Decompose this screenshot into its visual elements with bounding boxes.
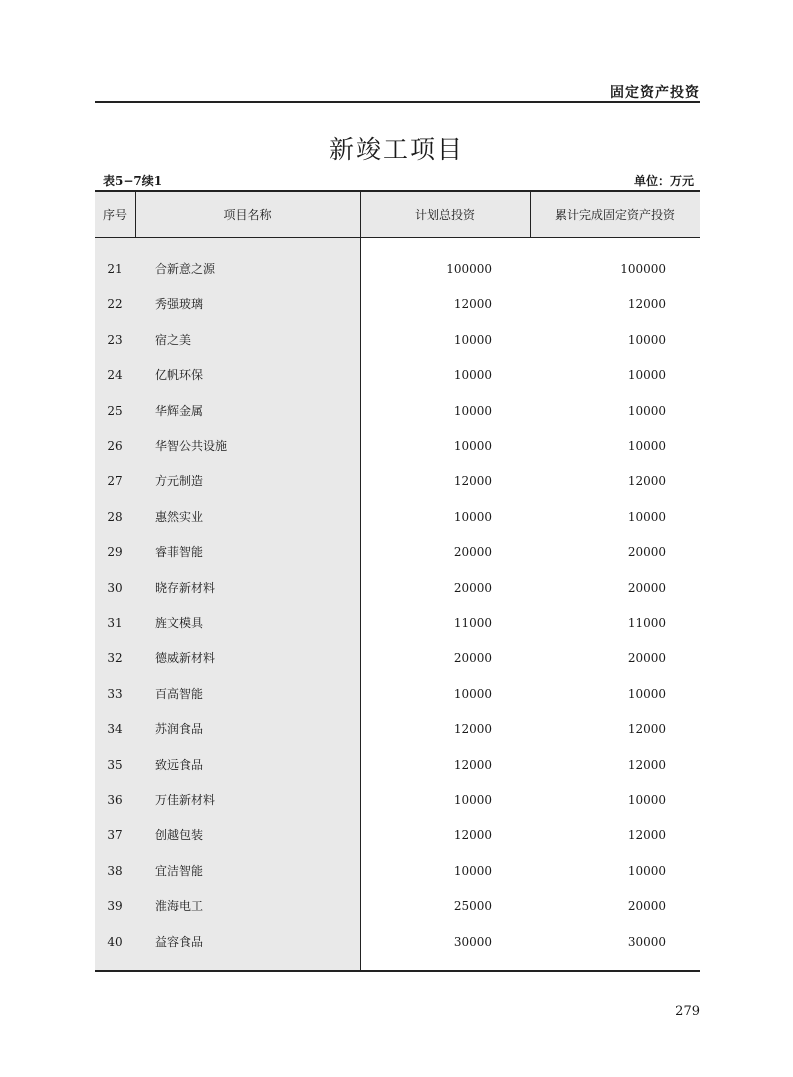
header-plan: 计划总投资 — [414, 207, 475, 222]
planned-investment: 10000 — [453, 332, 492, 347]
project-name: 德威新材料 — [155, 651, 216, 666]
project-name: 亿帆环保 — [155, 368, 204, 383]
completed-investment: 12000 — [627, 722, 666, 737]
project-name: 百高智能 — [155, 686, 204, 701]
table-row — [95, 748, 700, 783]
completed-investment: 12000 — [627, 474, 666, 489]
planned-investment: 10000 — [453, 403, 492, 418]
planned-investment: 12000 — [453, 757, 492, 772]
table-row — [95, 287, 700, 322]
page-number: 279 — [675, 1004, 700, 1019]
table-row — [95, 464, 700, 499]
completed-investment: 12000 — [627, 828, 666, 843]
project-name: 益容食品 — [155, 934, 204, 949]
completed-investment: 100000 — [620, 262, 666, 276]
row-number: 38 — [107, 863, 123, 878]
project-name: 华辉金属 — [155, 403, 204, 418]
completed-investment: 12000 — [627, 757, 666, 772]
completed-investment: 20000 — [627, 545, 666, 560]
table-row — [95, 394, 700, 429]
row-number: 25 — [107, 403, 123, 418]
planned-investment: 12000 — [453, 828, 492, 843]
top-rule — [95, 101, 700, 103]
completed-investment: 11000 — [627, 616, 666, 630]
table-row — [95, 712, 700, 747]
completed-investment: 10000 — [627, 509, 666, 524]
planned-investment: 10000 — [453, 863, 492, 878]
table-row — [95, 889, 700, 924]
row-number: 40 — [107, 934, 123, 949]
planned-investment: 20000 — [453, 545, 492, 560]
project-name: 合新意之源 — [155, 262, 216, 276]
planned-investment: 12000 — [453, 474, 492, 489]
row-number: 36 — [107, 793, 123, 807]
table-row — [95, 854, 700, 889]
table-row — [95, 535, 700, 570]
table-row — [95, 429, 700, 464]
row-number: 24 — [107, 368, 123, 383]
project-name: 宿之美 — [155, 332, 192, 347]
row-number: 28 — [107, 509, 123, 524]
project-name: 创越包装 — [155, 828, 204, 843]
planned-investment: 25000 — [453, 899, 492, 914]
planned-investment: 100000 — [446, 262, 492, 276]
project-name: 惠然实业 — [155, 509, 204, 524]
row-number: 37 — [107, 828, 123, 843]
table-number: 表5−7续1 — [103, 174, 163, 188]
planned-investment: 12000 — [453, 297, 492, 312]
completed-investment: 30000 — [627, 934, 666, 949]
planned-investment: 20000 — [453, 580, 492, 595]
planned-investment: 10000 — [453, 509, 492, 524]
project-name: 方元制造 — [155, 474, 204, 489]
table-row — [95, 925, 700, 960]
project-name: 华智公共设施 — [155, 439, 228, 453]
table-row — [95, 606, 700, 641]
table-row — [95, 571, 700, 606]
planned-investment: 10000 — [453, 793, 492, 807]
row-number: 27 — [107, 474, 123, 489]
project-name: 秀强玻璃 — [155, 297, 204, 312]
row-number: 23 — [107, 332, 123, 347]
table-row — [95, 641, 700, 676]
planned-investment: 12000 — [453, 722, 492, 737]
row-number: 22 — [107, 297, 123, 312]
project-name: 淮海电工 — [155, 899, 204, 914]
row-number: 34 — [107, 722, 123, 737]
project-name: 宜洁智能 — [155, 863, 204, 878]
planned-investment: 10000 — [453, 439, 492, 453]
header-no: 序号 — [102, 207, 127, 222]
row-number: 31 — [107, 616, 123, 630]
table-row — [95, 252, 700, 287]
completed-investment: 10000 — [627, 368, 666, 383]
project-name: 万佳新材料 — [155, 793, 216, 807]
header-name: 项目名称 — [223, 207, 272, 222]
row-number: 33 — [107, 686, 123, 701]
unit-label: 单位：万元 — [633, 174, 694, 188]
table-row — [95, 818, 700, 853]
completed-investment: 10000 — [627, 793, 666, 807]
project-name: 晓存新材料 — [155, 580, 216, 595]
table-row — [95, 677, 700, 712]
page-title: 新竣工项目 — [328, 135, 464, 164]
project-name: 致远食品 — [155, 757, 204, 772]
header-done: 累计完成固定资产投资 — [554, 207, 675, 222]
completed-investment: 10000 — [627, 686, 666, 701]
row-number: 30 — [107, 580, 123, 595]
planned-investment: 11000 — [453, 616, 492, 630]
completed-investment: 20000 — [627, 899, 666, 914]
table-row — [95, 783, 700, 818]
completed-investment: 20000 — [627, 580, 666, 595]
completed-investment: 20000 — [627, 651, 666, 666]
table-row — [95, 358, 700, 393]
project-name: 苏润食品 — [155, 722, 204, 737]
row-number: 21 — [107, 262, 123, 276]
row-number: 29 — [107, 545, 123, 560]
completed-investment: 10000 — [627, 863, 666, 878]
planned-investment: 30000 — [453, 934, 492, 949]
data-table — [95, 190, 700, 972]
row-number: 39 — [107, 899, 123, 914]
planned-investment: 10000 — [453, 368, 492, 383]
project-name: 睿菲智能 — [155, 545, 204, 560]
project-name: 旌文模具 — [155, 616, 204, 630]
row-number: 35 — [107, 757, 123, 772]
planned-investment: 10000 — [453, 686, 492, 701]
table-row — [95, 323, 700, 358]
completed-investment: 12000 — [627, 297, 666, 312]
table-row — [95, 500, 700, 535]
completed-investment: 10000 — [627, 332, 666, 347]
section-title: 固定资产投资 — [610, 85, 700, 101]
completed-investment: 10000 — [627, 403, 666, 418]
planned-investment: 20000 — [453, 651, 492, 666]
row-number: 32 — [107, 651, 123, 666]
completed-investment: 10000 — [627, 439, 666, 453]
row-number: 26 — [107, 439, 123, 453]
